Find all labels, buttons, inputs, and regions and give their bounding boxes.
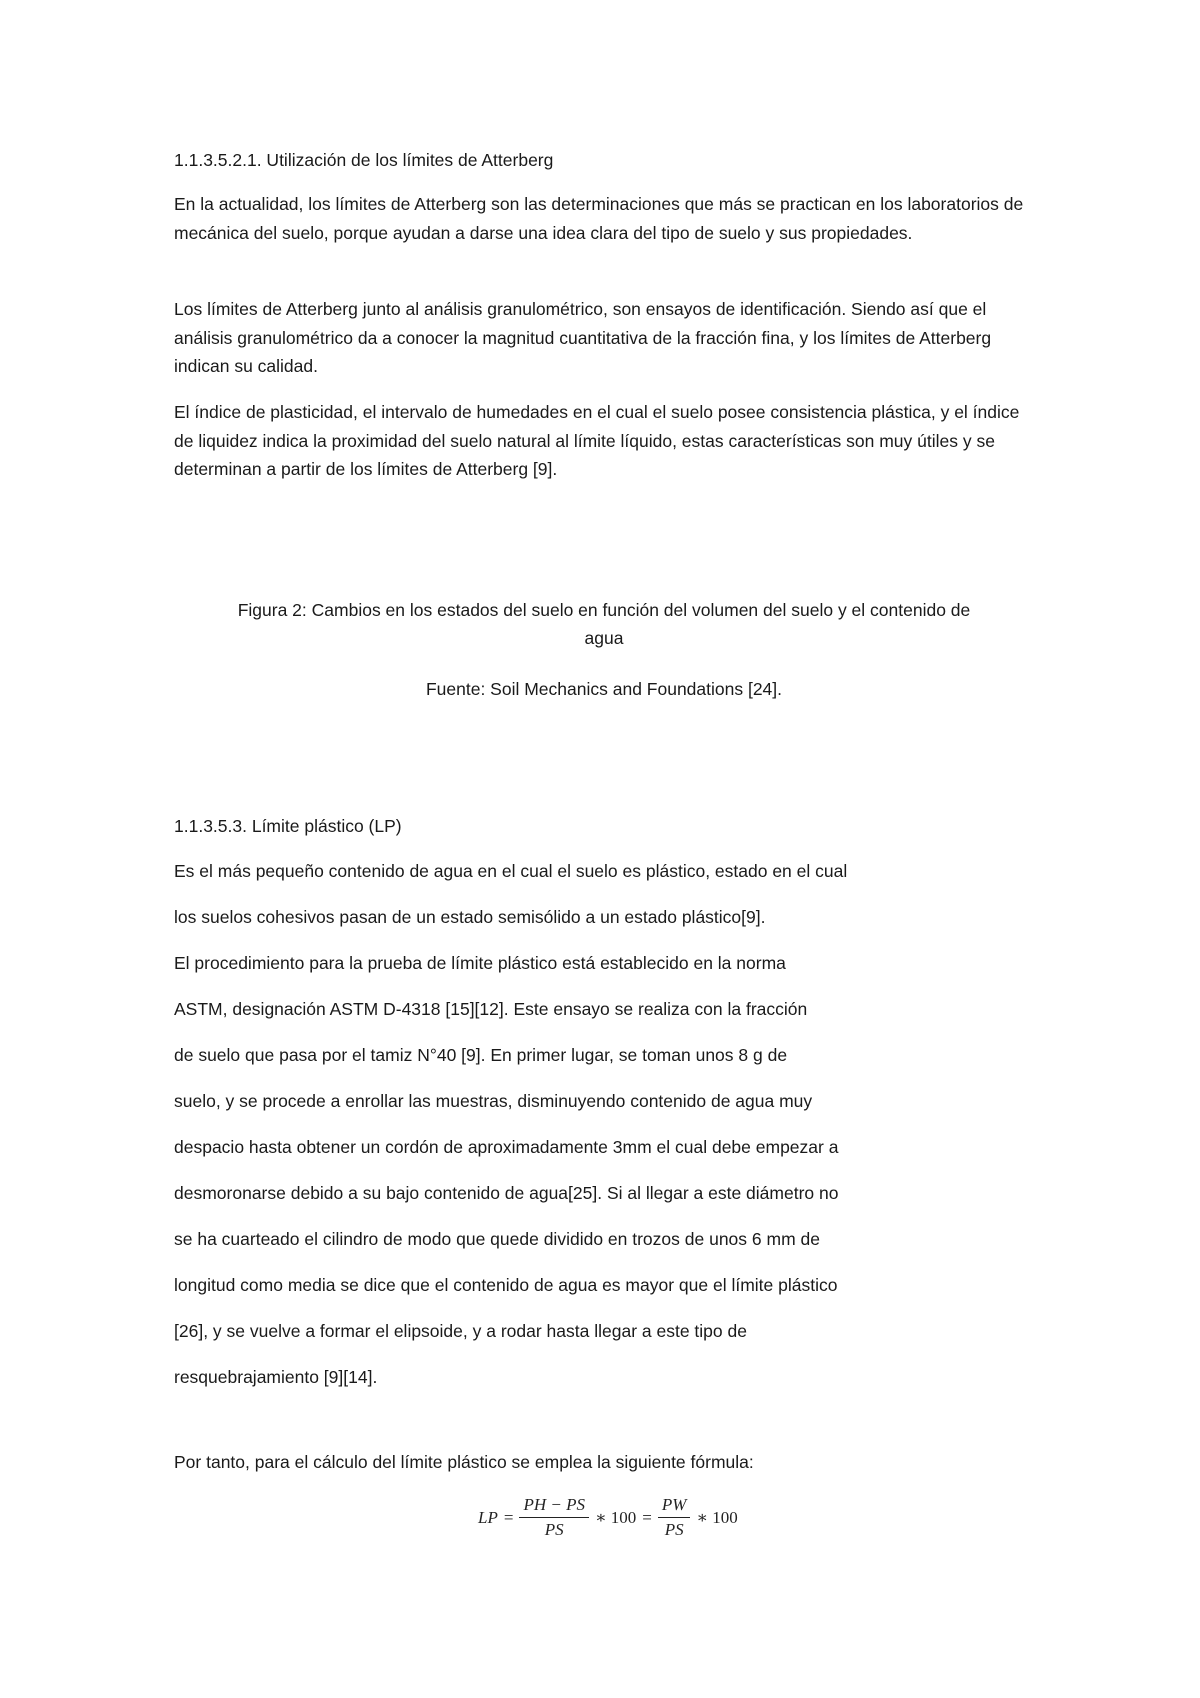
formula-lhs: LP [478,1507,498,1527]
figure-caption [174,596,1034,652]
paragraph-atterberg-2: Los límites de Atterberg junto al análisis granulométrico, son ensayos de identificación. Siendo así que el análisis granulométrico da a conocer la magnitud cuantitativa de la fracción fina, y los límites de Atterberg indican su calidad. [174,299,992,376]
lp-line-3: El procedimiento para la prueba de límite plástico está establecido en la norma [174,953,786,973]
figure-source: Fuente: Soil Mechanics and Foundations [24]. [425,679,783,699]
lp-line-11: [26], y se vuelve a formar el elipsoide, y a rodar hasta llegar a este tipo de [174,1321,747,1341]
lp-line-9: se ha cuarteado el cilindro de modo que quede dividido en trozos de unos 6 mm de [174,1229,820,1249]
lp-line-7: despacio hasta obtener un cordón de aproximadamente 3mm el cual debe empezar a [174,1137,839,1157]
formula-equals-2: = [642,1507,652,1527]
formula-fraction-1 [519,1495,589,1540]
lp-line-2: los suelos cohesivos pasan de un estado semisólido a un estado plástico[9]. [174,907,766,927]
figure-caption-line-2: agua [584,628,624,648]
figure-caption-line-1: Figura 2: Cambios en los estados del suelo en función del volumen del suelo y el contenido de [237,600,971,620]
paragraph-atterberg-1: En la actualidad, los límites de Atterberg son las determinaciones que más se practican en los laboratorios de mecánica del suelo, porque ayudan a darse una idea clara del tipo de suelo y sus propiedades. [174,194,1024,243]
formula-times-100-1: ∗ 100 [594,1507,637,1527]
plastic-limit-formula [478,1495,738,1540]
formula-fraction-2-numerator: PW [658,1495,691,1518]
formula-equals-1: = [503,1507,514,1527]
lp-line-5: de suelo que pasa por el tamiz N°40 [9]. En primer lugar, se toman unos 8 g de [174,1045,788,1065]
lp-line-6: suelo, y se procede a enrollar las muestras, disminuyendo contenido de agua muy [174,1091,813,1111]
formula-times-100-2: ∗ 100 [696,1507,738,1527]
formula-intro: Por tanto, para el cálculo del límite plástico se emplea la siguiente fórmula: [174,1452,754,1472]
formula-fraction-1-denominator: PS [544,1520,564,1539]
section-heading-limite-plastico: 1.1.3.5.3. Límite plástico (LP) [174,816,402,836]
paragraph-atterberg-3: El índice de plasticidad, el intervalo de humedades en el cual el suelo posee consistencia plástica, y el índice de liquidez indica la proximidad del suelo natural al límite líquido, estas características son muy útiles y se determinan a partir de los límites de Atterberg [9]. [174,402,1020,479]
formula-fraction-2-denominator: PS [664,1520,684,1539]
lp-line-4: ASTM, designación ASTM D-4318 [15][12]. Este ensayo se realiza con la fracción [174,999,808,1019]
formula-fraction-2 [658,1495,691,1540]
lp-line-12: resquebrajamiento [9][14]. [174,1367,378,1387]
section-heading-atterberg: 1.1.3.5.2.1. Utilización de los límites de Atterberg [174,150,554,170]
formula-fraction-1-numerator: PH − PS [519,1495,589,1518]
lp-line-1: Es el más pequeño contenido de agua en el cual el suelo es plástico, estado en el cual [174,861,848,881]
lp-line-8: desmoronarse debido a su bajo contenido de agua[25]. Si al llegar a este diámetro no [174,1183,839,1203]
lp-line-10: longitud como media se dice que el contenido de agua es mayor que el límite plástico [174,1275,838,1295]
